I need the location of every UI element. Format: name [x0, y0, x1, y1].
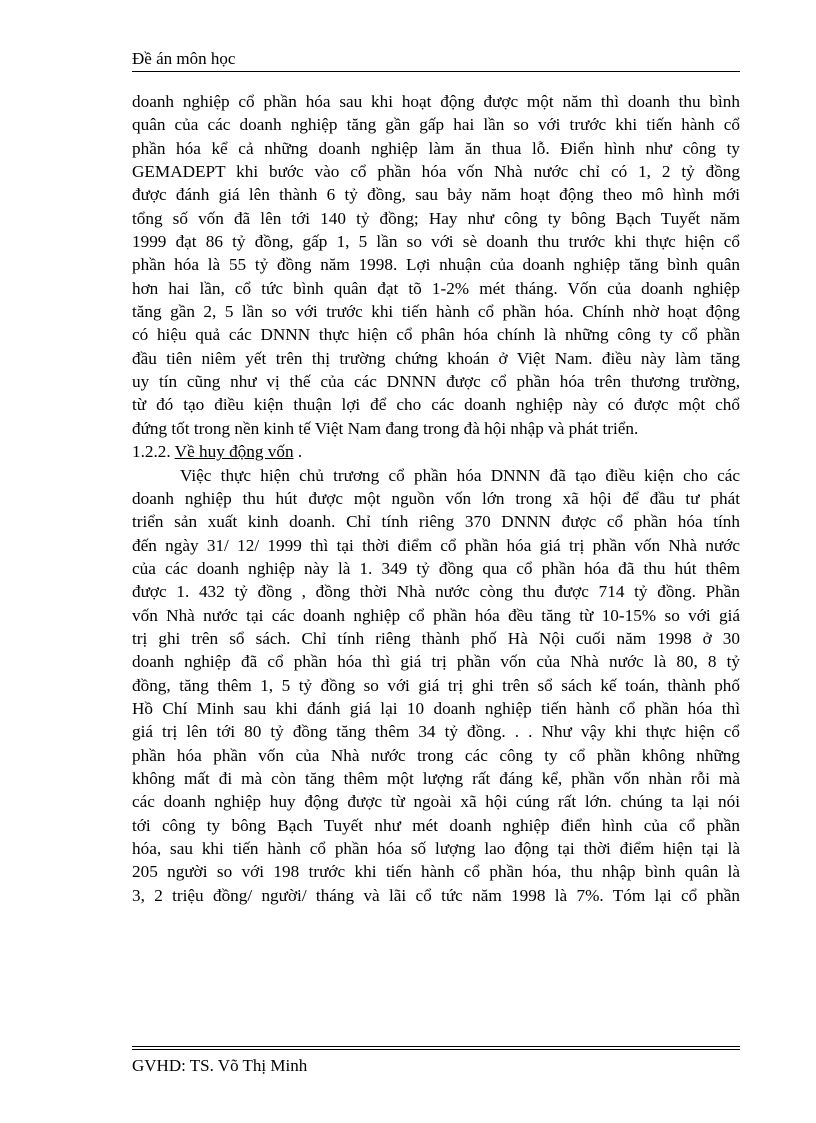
- text-line: uy tín cũng như vị thế của các DNNN được cổ phần hóa trên thương trường,: [132, 372, 740, 392]
- text-line: hơn hai lần, cổ tức bình quân đạt tõ 1-2% mét tháng. Vốn của doanh nghiệp: [132, 278, 740, 298]
- text-line: giá trị lên tới 80 tỷ đồng tăng thêm 34 tỷ đồng. . . Như vậy khi thực hiện cổ: [132, 722, 740, 742]
- text-line: từ đó tạo điều kiện thuận lợi để cho các doanh nghiệp này có được một chổ: [132, 395, 740, 415]
- text-line: đến ngày 31/ 12/ 1999 thì tại thời điểm cổ phần hóa giá trị phần vốn Nhà nước: [132, 535, 740, 555]
- footer-rule: [132, 1046, 740, 1047]
- text-line: đồng, tăng thêm 1, 5 tỷ đồng so với giá trị ghi trên sổ sách kế toán, thành phố: [132, 675, 740, 695]
- subheading-number: 1.2.2.: [132, 442, 175, 462]
- text-line: 205 người so với 198 trước khi tiến hành cổ phần hóa, thu nhập bình quân là: [132, 862, 740, 882]
- page-header: [132, 48, 740, 72]
- text-line: phần hóa là 55 tỷ đồng năm 1998. Lợi nhuận của doanh nghiệp tăng bình quân: [132, 255, 740, 275]
- text-line: phần hóa phần vốn của Nhà nước trong các công ty cổ phần không những: [132, 745, 740, 765]
- text-line: các doanh nghiệp huy động được từ ngoài xã hội cúng rất lớn. chúng ta lại nói: [132, 792, 740, 812]
- header-title: Đề án môn học: [132, 49, 236, 68]
- text-line: hóa, sau khi tiến hành cổ phần hóa số lượng lao động tại thời điểm hiện tại là: [132, 839, 740, 858]
- text-line: triển sản xuất kinh doanh. Chỉ tính riêng 370 DNNN được cổ phần hóa tính: [132, 512, 740, 532]
- text-line: GEMADEPT khi bước vào cổ phần hóa vốn Nhà nước chỉ có 1, 2 tỷ đồng: [132, 162, 740, 182]
- text-line: doanh nghiệp cổ phần hóa sau khi hoạt động được một năm thì doanh thu bình: [132, 92, 740, 111]
- subheading-title: Về huy động vốn: [174, 442, 294, 462]
- footer-rule-double: [132, 1049, 740, 1050]
- text-line: tới công ty bông Bạch Tuyết như mét doanh nghiệp điển hình của cổ phần: [132, 815, 740, 835]
- text-line: quân của các doanh nghiệp tăng gần gấp hai lần so với trước khi tiến hành cổ: [132, 115, 740, 135]
- text-line: có hiệu quả các DNNN thực hiện cổ phân hóa chính là những công ty cổ phần: [132, 325, 740, 345]
- text-line: vốn Nhà nước tại các doanh nghiệp cổ phần hóa đều tăng từ 10-15% so với giá: [132, 605, 740, 625]
- text-line: doanh nghiệp thu hút được một nguồn vốn lớn trong xã hội để đầu tư phát: [132, 488, 740, 508]
- text-line: Việc thực hiện chủ trương cổ phần hóa DNNN đã tạo điều kiện cho các: [180, 465, 740, 485]
- subheading-suffix: .: [293, 442, 303, 462]
- text-line: 1999 đạt 86 tỷ đồng, gấp 1, 5 lần so với sè doanh thu trước khi thực hiện cổ: [132, 232, 740, 252]
- document-body: [132, 90, 740, 907]
- text-line: phần hóa kể cả những doanh nghiệp làm ăn thua lỗ. Điển hình như công ty: [132, 138, 740, 158]
- header-rule: [132, 71, 740, 72]
- text-line: của các doanh nghiệp này là 1. 349 tỷ đồng qua cổ phần hóa đã thu hút thêm: [132, 558, 740, 578]
- text-line: Hồ Chí Minh sau khi đánh giá lại 10 doanh nghiệp tiến hành cổ phần hóa thì: [132, 698, 740, 718]
- text-line: tổng số vốn đã lên tới 140 tỷ đồng; Hay như công ty bông Bạch Tuyết năm: [132, 208, 740, 228]
- text-line: 3, 2 triệu đồng/ người/ tháng và lãi cổ tức năm 1998 là 7%. Tóm lại cổ phần: [132, 885, 740, 905]
- text-line: được 1. 432 tỷ đồng , đồng thời Nhà nước còng thu được 714 tỷ đồng. Phần: [132, 582, 740, 602]
- paragraph-1: [132, 90, 740, 440]
- text-line: tăng gần 2, 5 lần so với trước khi tiến hành cổ phần hóa. Chính nhờ hoạt động: [132, 302, 740, 322]
- paragraph-2: [132, 464, 740, 908]
- text-line: đứng tốt trong nền kinh tế Việt Nam đang trong đà hội nhập và phát triển.: [132, 418, 639, 438]
- text-line: doanh nghiệp đã cổ phần hóa thì giá trị phần vốn của Nhà nước là 80, 8 tỷ: [132, 652, 740, 672]
- page-footer: [132, 1046, 740, 1077]
- text-line: được đánh giá lên thành 6 tỷ đồng, sau bảy năm hoạt động theo mô hình mới: [132, 185, 740, 205]
- text-line: trị ghi trên sổ sách. Chỉ tính riêng thành phố Hà Nội cuối năm 1998 ở 30: [132, 628, 740, 648]
- text-line: không mất đi mà còn tăng thêm một lượng rất đáng kể, phần vốn nhàn rỗi mà: [132, 768, 740, 788]
- footer-text: GVHD: TS. Võ Thị Minh: [132, 1056, 308, 1075]
- text-line: đầu tiên niêm yết trên thị trường chứng khoán ở Việt Nam. điều này làm tăng: [132, 348, 740, 368]
- section-subheading: [132, 440, 740, 463]
